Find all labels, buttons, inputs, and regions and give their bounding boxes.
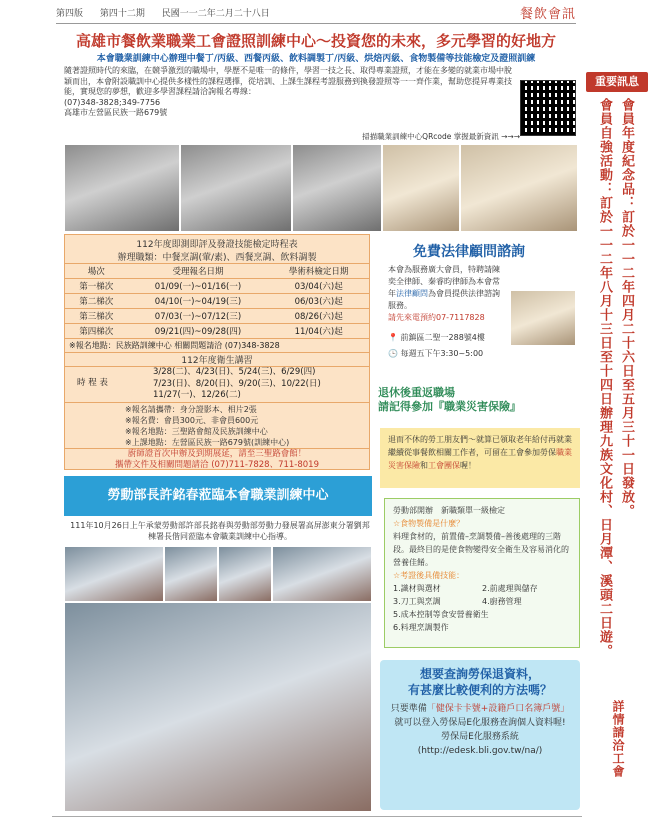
date-label: 民國一一二年二月二十八日 (161, 9, 270, 19)
table-cell: 11/04(六)起 (268, 324, 369, 339)
photo-visit-3 (218, 546, 272, 602)
qr-caption: 掃描職業訓練中心QRcode 掌握最新資訊 →→→ (362, 132, 520, 141)
column-header: 學術科檢定日期 (268, 264, 369, 279)
disaster-text: 退而不休的勞工朋友們～就算已領取老年給付再就業繼續從事餐飲相關工作者，可留在工會參加勞保 (388, 435, 572, 457)
intro-phone: (07)348-3828;349-7756 (64, 97, 161, 107)
table-row (65, 294, 369, 309)
bottom-line: 攜帶文件及相關問題請洽 (07)711-7828、711-8019 (115, 459, 319, 470)
table-cell: 08/26(六)起 (268, 309, 369, 324)
list-item: 5.成本控制等食安營養衛生 (393, 610, 489, 619)
photo-baking-class (382, 144, 460, 232)
table-row (65, 279, 369, 294)
disaster-title-1: 退休後重返職場 (378, 386, 455, 399)
food-prep-box (384, 498, 580, 648)
labor-q2: 有甚麼比較便利的方法嗎？ (407, 683, 552, 697)
labor-url[interactable]: (http://edesk.bli.gov.tw/na/) (417, 746, 543, 756)
table-header-row (65, 264, 369, 279)
legal-body2: 為會員提供法律諮詢服務。 (388, 289, 500, 310)
important-label: 重要訊息 (586, 72, 648, 92)
disaster-title-2: 請記得參加『職業災害保險』 (378, 400, 521, 413)
intro-address: 高雄市左營區民族一路679號 (64, 108, 168, 118)
health-line: 11/27(一)、12/26(二) (153, 390, 241, 400)
photo-visit-2 (164, 546, 218, 602)
page-title: 高雄市餐飲業職業工會證照訓練中心～投資您的未來，多元學習的好地方 (75, 32, 556, 50)
health-line: 7/23(日)、8/20(日)、9/20(三)、10/22(日) (153, 378, 321, 389)
food-a1: 料理食材的，前置備–烹調製備–善後處理的三階段。最終目的是使食物變得安全衛生及容易消化的營養佳餚。 (393, 532, 569, 567)
schedule-subtitle: 辦理職類：中餐烹調(葷/素)、西餐烹調、飲料調製 (117, 253, 317, 263)
photo-visit-1 (64, 546, 164, 602)
legal-panel: 本會為服務廣大會員，特聘請陳奕全律師、秦睿昀律師為本會常年法律顧問為會員提供法律諮詢服務。 請先來電預約07-7117828 📍 前鎮區二聖一288號4樓 🕒 每週五下午3:30~5:00 (388, 264, 578, 360)
chef-cartoon-illustration (460, 144, 578, 232)
list-item: 2.前處理與儲存 (482, 584, 538, 593)
table-row (65, 324, 369, 339)
legal-title: 免費法律顧問諮詢 (413, 244, 525, 260)
table-cell: 第一梯次 (65, 279, 128, 294)
list-item: 4.廚務管理 (482, 597, 522, 606)
qr-code-icon[interactable] (520, 80, 576, 136)
labor-l3: 勞保局E化服務系統 (441, 732, 519, 742)
schedule-table (65, 263, 369, 338)
labor-l2: 就可以登入勞保局E化服務查詢個人資料喔! (394, 718, 566, 728)
table-cell: 06/03(六)起 (268, 294, 369, 309)
note-line: ※報名地點：三聖路會館及民族訓練中心 (125, 426, 268, 436)
clock-icon: 🕒 (388, 349, 398, 358)
table-cell: 第四梯次 (65, 324, 128, 339)
intro-paragraph (64, 66, 516, 119)
labor-l1: 只要準備 (390, 704, 427, 714)
intro-text: 隨著證照時代的來臨，在競爭激烈的職場中，學歷不是唯一的條件，學習一技之長、取得專業證照，才能在多變的就業市場中脫穎而出，本會附設職訓中心提供多樣性的課程選擇，從培訓、上課生課程考證服務到換發證照等一一齊作業，幫助您提昇專業技能，實現您的夢想，歡迎多學習課程請洽詢報名專線： (64, 66, 512, 97)
legal-body: 本會為服務廣大會員，特聘請陳奕全律師、秦睿昀律師為本會常年 (388, 265, 500, 298)
page-subtitle: 本會職業訓練中心辦理中餐丁/丙級、西餐丙級、飲料調製丁/丙級、烘焙丙級、食物製備等技能檢定及證照訓練 (96, 54, 536, 64)
food-q2: ☆考證後具備技能： (393, 571, 465, 580)
table-cell: 04/10(一)~04/19(三) (128, 294, 269, 309)
photo-group (64, 602, 372, 812)
health-line: 3/28(二)、4/23(日)、5/24(三)、6/29(四) (153, 367, 316, 377)
footer-rule (52, 816, 582, 817)
table-cell: 07/03(一)~07/12(三) (128, 309, 269, 324)
important-item-1: 會員年度紀念品：訂於一一二年四月二十六日至五月三十一日發放。 (619, 98, 634, 518)
disaster-text3: 喔！ (460, 461, 476, 470)
disaster-text2: 和 (420, 461, 428, 470)
list-item: 6.料理烹調製作 (393, 623, 449, 632)
note-line: ※報名費：會員300元、非會員600元 (125, 415, 259, 425)
schedule-notes (65, 402, 369, 448)
legal-phone: 請先來電預約07-7117828 (388, 313, 485, 322)
disaster-title (378, 386, 521, 414)
schedule-bottom (65, 448, 369, 471)
table-cell: 03/04(六)起 (268, 279, 369, 294)
photo-kitchen-demo (180, 144, 292, 232)
list-item: 1.識材與選材 (393, 584, 441, 593)
health-label: 時 程 表 (77, 378, 108, 388)
note-line: ※報名請攜帶：身分證影本、相片2張 (125, 404, 257, 414)
table-cell: 第二梯次 (65, 294, 128, 309)
labor-insurance-box (380, 660, 580, 810)
food-q1: ☆食物製備是什麼？ (393, 519, 465, 528)
period-label: 第四十二期 (99, 9, 145, 19)
photo-visit-4 (272, 546, 372, 602)
disaster-highlight-2: 工會團保 (428, 461, 460, 470)
column-header: 受理報名日期 (128, 264, 269, 279)
schedule-contact: ※報名地點：民族路訓練中心 相關問題請洽 (07)348-3828 (65, 338, 369, 352)
exam-schedule-panel (64, 234, 370, 470)
table-cell: 01/09(一)~01/16(一) (128, 279, 269, 294)
photo-cooking-stations (292, 144, 382, 232)
visit-title: 勞動部長許銘春蒞臨本會職業訓練中心 (64, 476, 372, 516)
column-header: 場次 (65, 264, 128, 279)
table-cell: 09/21(四)~09/28(四) (128, 324, 269, 339)
health-title: 112年度衛生講習 (65, 352, 369, 366)
photo-kitchen-class (64, 144, 180, 232)
visit-text: 111年10月26日上午承蒙勞動部許部長銘春與勞動部勞動力發展署高屏澎東分署劉邦棟署長偕同蒞臨本會職業訓練中心指導。 (70, 521, 370, 541)
schedule-title: 112年度即測即評及發證技能檢定時程表 (136, 240, 298, 250)
page-header (56, 6, 576, 24)
bottom-line: 廚師證首次申辦及到期展延，請至三聖路會館！ (127, 448, 307, 459)
disaster-highlight: 職業災害保險 (388, 448, 572, 470)
important-contact: 詳情請洽工會 (611, 700, 625, 778)
law-book-image (510, 290, 576, 346)
legal-location: 前鎮區二聖一288號4樓 (400, 333, 485, 342)
labor-highlight: 「健保卡卡號+設籍戶口名簿戶號」 (426, 704, 570, 714)
legal-highlight: 法律顧問 (396, 289, 428, 298)
list-item: 3.刀工與烹調 (393, 597, 441, 606)
labor-q1: 想要查詢勞保退資料， (419, 667, 540, 681)
table-row (65, 309, 369, 324)
note-line: ※上課地點：左營區民族一路679號(訓練中心) (125, 437, 290, 447)
legal-time: 每週五下午3:30~5:00 (400, 349, 484, 358)
food-title: 勞動部開辦 新職類單一級檢定 (393, 506, 505, 515)
disaster-box (380, 428, 580, 488)
masthead: 餐飲會訊 (519, 7, 576, 22)
important-item-2: 會員自強活動：訂於一一二年八月十三日至十四日辦理九族文化村、日月潭、溪頭二日遊。 (597, 98, 612, 658)
table-cell: 第三梯次 (65, 309, 128, 324)
issue-label: 第四版 (56, 9, 84, 19)
